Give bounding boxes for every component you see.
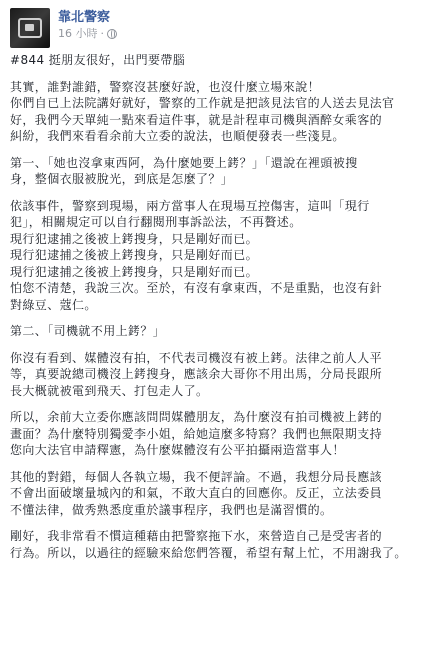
- post-paragraph: [10, 155, 429, 188]
- post-paragraph: [10, 409, 429, 459]
- post-header: [10, 0, 429, 42]
- post-text-line: 您向大法官申請釋憲，為什麼媒體沒有公平拍攝兩造當事人！: [10, 443, 345, 457]
- post-timestamp[interactable]: 16 小時: [58, 27, 98, 40]
- post-text-line: 怕您不清楚，我說三次。至於，有沒有拿東西，不是重點，也沒有針: [10, 281, 383, 295]
- post-text-line: 行為。所以，以過往的經驗來給您們答覆，希望有幫上忙，不用謝我了。: [10, 545, 407, 560]
- post-text-line: 所以，余前大立委你應該問問媒體朋友，為什麼沒有拍司機被上銬的: [10, 410, 383, 424]
- post-text-line: 畫面？為什麼特別獨愛李小姐，給她這麼多特寫？我們也無限期支持: [10, 426, 383, 441]
- post-text-line: 好，我們今天單純一點來看這件事，就是計程車司機與酒醉女乘客的: [10, 112, 383, 127]
- post-paragraph: [10, 350, 429, 400]
- post-text-line: 對綠豆、蔻仁。: [10, 297, 97, 312]
- timestamp-row: [58, 26, 117, 42]
- separator-dot: ·: [100, 27, 104, 40]
- post-text-line: 第一、「她也沒拿東西阿，為什麼她要上銬？」「還說在裡頭被搜: [10, 155, 358, 170]
- post-paragraph: [10, 323, 429, 340]
- post-text-line: 不懂法律，做秀熟悉度重於議事程序，我們也是滿習慣的。: [10, 502, 333, 517]
- post-text-line: 其他的對錯，每個人各執立場，我不便評論。不過，我想分局長應該: [10, 469, 383, 484]
- post-text-line: 現行犯逮捕之後被上銬搜身，只是剛好而已。: [10, 248, 259, 262]
- post-text-line: 等，真要說總司機沒上銬搜身，應該余大哥你不用出馬，分局長跟所: [10, 367, 383, 381]
- post-text-line: 犯」，相關規定可以自行翻閱刑事訴訟法，不再贅述。: [10, 215, 302, 229]
- post-body: [10, 42, 429, 561]
- post-text-line: 身，整個衣服被脫光，到底是怎麼了？」: [10, 172, 234, 186]
- post-text-line: 你沒有看到、媒體沒有拍，不代表司機沒有被上銬。法律之前人人平: [10, 350, 383, 365]
- post-paragraphs: [10, 79, 429, 562]
- post-text-line: 剛好，我非常看不慣這種藉由把警察拖下水，來營造自己是受害者的: [10, 529, 383, 543]
- post-text-line: 長大概就被電到飛天、打包走人了。: [10, 383, 209, 398]
- post-text-line: 糾紛，我們來看看余前大立委的說法，也順便發表一些淺見。: [10, 129, 345, 143]
- post-text-line: 第二、「司機就不用上銬？」: [10, 324, 166, 338]
- police-badge-icon: [18, 18, 42, 38]
- post-text-line: 依該事件，警察到現場，兩方當事人在現場互控傷害，這叫「現行: [10, 198, 370, 213]
- post-text-line: 你們自已上法院講好就好，警察的工作就是把該見法官的人送去見法官: [10, 96, 395, 110]
- page-name-link[interactable]: 靠北警察: [58, 10, 111, 25]
- post-text-line: 其實，誰對誰錯，警察沒甚麼好說，也沒什麼立場來說！: [10, 79, 321, 94]
- post-text-line: 不會出面破壞量城內的和氣，不敢大直白的回應你。反正，立法委員: [10, 486, 383, 500]
- post-text-line: 現行犯逮捕之後被上銬搜身，只是剛好而已。: [10, 264, 259, 279]
- page-avatar[interactable]: [10, 8, 50, 48]
- page-meta: [58, 8, 117, 42]
- post-paragraph: [10, 198, 429, 314]
- post-paragraph: [10, 469, 429, 519]
- globe-icon[interactable]: [107, 29, 117, 39]
- post-paragraph: [10, 528, 429, 561]
- post-paragraph: [10, 79, 429, 145]
- post-text-line: 現行犯逮捕之後被上銬搜身，只是剛好而已。: [10, 231, 259, 246]
- post-title: #844 挺朋友很好，出門要帶腦: [10, 53, 186, 67]
